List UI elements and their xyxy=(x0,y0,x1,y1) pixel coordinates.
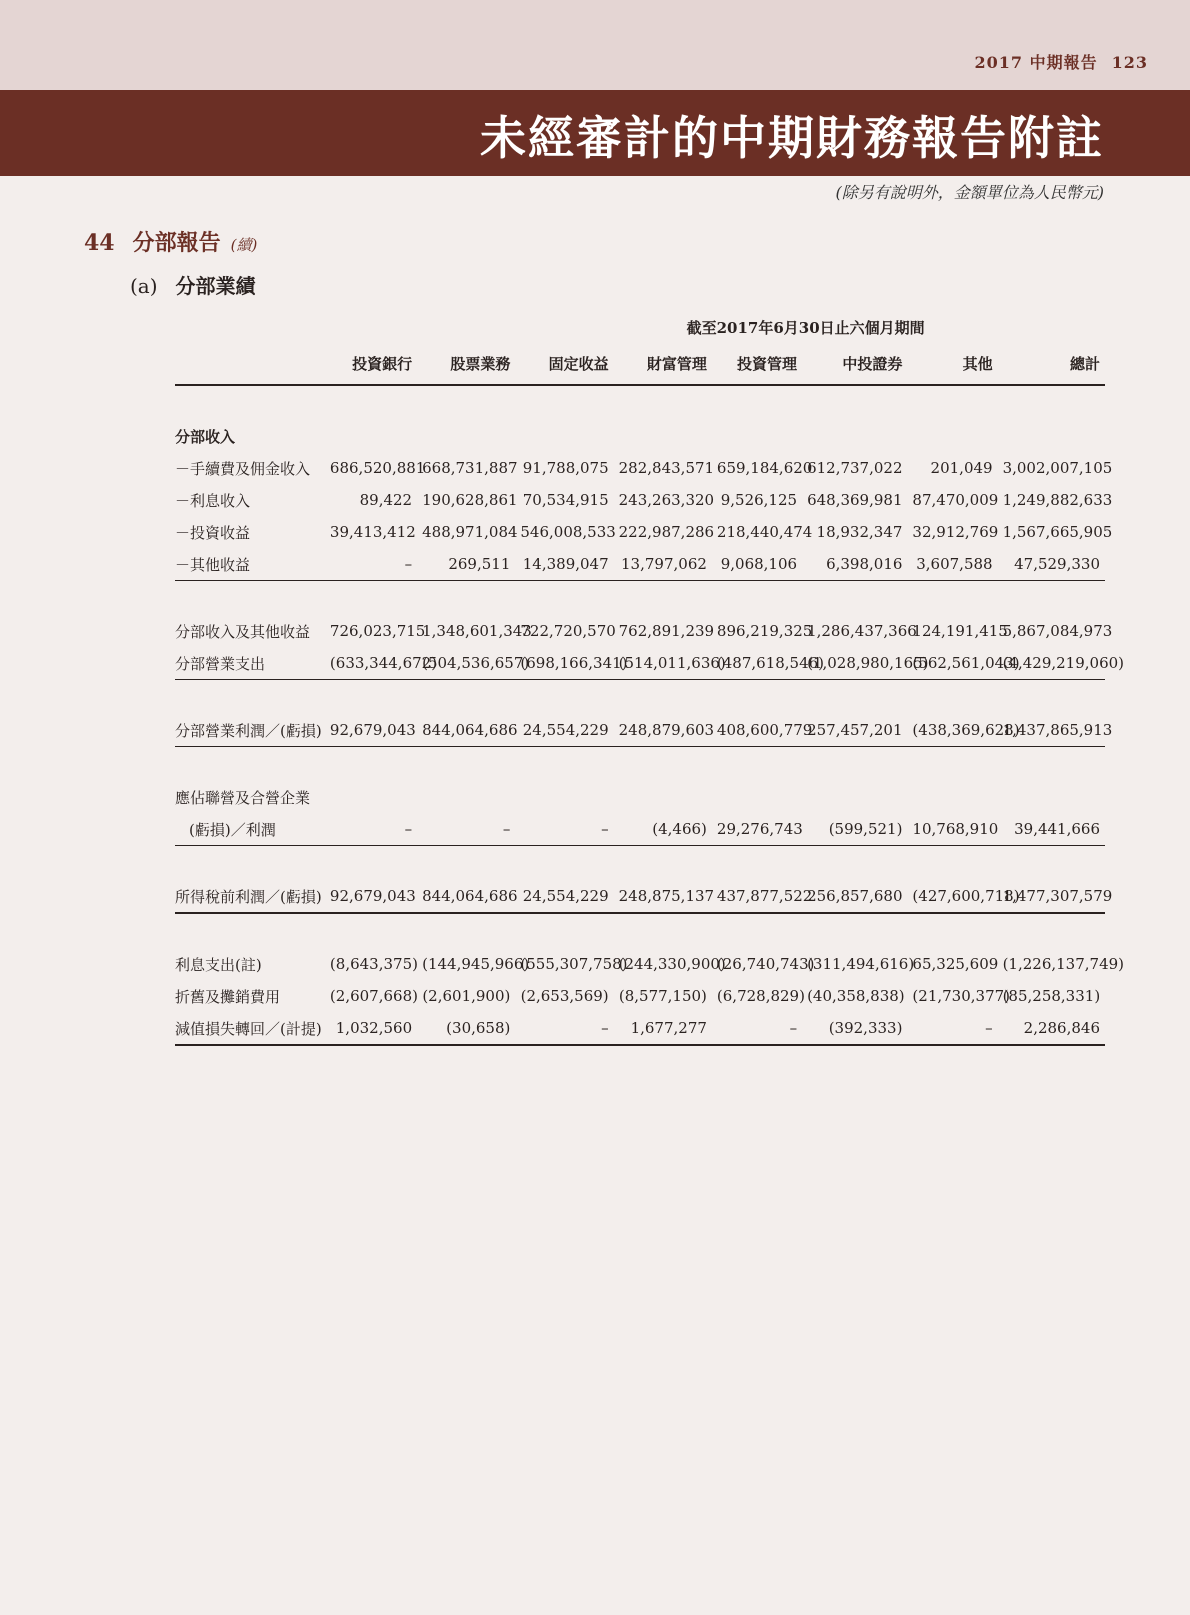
table-cell: 686,520,881 xyxy=(329,459,426,477)
row-label: －其他收益 xyxy=(175,548,325,581)
table-cell: 3,002,007,105 xyxy=(1002,459,1113,477)
table-row xyxy=(175,516,1105,548)
table-cell: (311,494,616) xyxy=(807,955,915,973)
table-cell: 32,912,769 xyxy=(912,523,999,541)
period-heading: 截至2017年6月30日止六個月期間 xyxy=(686,318,925,337)
table-cell: (8,643,375) xyxy=(329,955,418,973)
table-cell: 269,511 xyxy=(417,548,515,581)
table-cell: (698,166,341) xyxy=(515,647,613,680)
row-label: 利息支出(註) xyxy=(175,955,262,974)
spacer-row xyxy=(175,581,1105,616)
table-cell: 408,600,779 xyxy=(712,714,802,747)
table-cell: 248,875,137 xyxy=(614,880,712,913)
table-cell: 47,529,330 xyxy=(998,548,1105,581)
table-cell: – xyxy=(907,1012,997,1045)
table-cell: 1,348,601,343 xyxy=(422,622,532,640)
table-row xyxy=(175,647,1105,680)
table-cell: 722,720,570 xyxy=(520,622,616,640)
table-row xyxy=(175,548,1105,581)
table-cell: (392,333) xyxy=(802,1012,907,1045)
table-cell: 1,477,307,579 xyxy=(998,880,1105,913)
table-cell: 87,470,009 xyxy=(912,491,999,509)
table-cell: (562,561,043) xyxy=(907,647,997,680)
spacer-row xyxy=(175,747,1105,782)
row-label: －投資收益 xyxy=(175,523,251,542)
table-cell: 256,857,680 xyxy=(802,880,907,913)
row-label: 折舊及攤銷費用 xyxy=(175,987,281,1006)
table-row xyxy=(175,452,1105,484)
table-cell: (30,658) xyxy=(417,1012,515,1045)
row-label: －利息收入 xyxy=(175,491,251,510)
row-label: 分部收入及其他收益 xyxy=(175,622,311,641)
spacer-row xyxy=(175,385,1105,420)
table-cell: (487,618,546) xyxy=(712,647,802,680)
table-cell: 257,457,201 xyxy=(802,714,907,747)
table-cell: (4,429,219,060) xyxy=(998,647,1105,680)
table-cell: – xyxy=(325,548,417,581)
table-cell: 1,437,865,913 xyxy=(998,714,1105,747)
table-cell: (1,226,137,749) xyxy=(1002,955,1125,973)
table-cell: 648,369,981 xyxy=(807,491,903,509)
table-cell: 9,526,125 xyxy=(720,491,798,509)
column-header: 中投證券 xyxy=(802,342,907,385)
table-cell: 89,422 xyxy=(359,491,413,509)
spacer-row xyxy=(175,846,1105,881)
table-cell: 70,534,915 xyxy=(522,491,609,509)
table-row xyxy=(175,714,1105,747)
table-row xyxy=(175,615,1105,647)
table-cell: (438,369,628) xyxy=(907,714,997,747)
row-label: 分部營業支出 xyxy=(175,647,325,680)
table-cell: 282,843,571 xyxy=(618,459,715,477)
table-cell: (2,601,900) xyxy=(422,987,511,1005)
group-heading: 分部收入 xyxy=(175,427,236,446)
column-header: 財富管理 xyxy=(614,342,712,385)
table-cell: 3,607,588 xyxy=(907,548,997,581)
subsection-name: 分部業績 xyxy=(175,274,256,298)
table-cell: (633,344,672) xyxy=(325,647,417,680)
spacer-row xyxy=(175,913,1105,948)
table-cell: (427,600,718) xyxy=(907,880,997,913)
page-title: 未經審計的中期財務報告附註 xyxy=(480,111,1104,165)
table-cell: 24,554,229 xyxy=(515,714,613,747)
table-row xyxy=(175,1012,1105,1045)
row-label: 所得稅前利潤／(虧損) xyxy=(175,880,325,913)
table-row xyxy=(175,948,1105,980)
table-cell: 13,797,062 xyxy=(614,548,712,581)
row-label: －手續費及佣金收入 xyxy=(175,459,311,478)
table-cell: 844,064,686 xyxy=(417,714,515,747)
table-cell: (6,728,829) xyxy=(716,987,805,1005)
table-cell: 762,891,239 xyxy=(618,622,715,640)
table-cell: (514,011,636) xyxy=(614,647,712,680)
table-cell: 39,441,666 xyxy=(998,813,1105,846)
table-cell: 488,971,084 xyxy=(422,523,518,541)
table-cell: (85,258,331) xyxy=(1002,987,1101,1005)
group-heading: 應佔聯營及合營企業 xyxy=(175,788,311,807)
table-cell: – xyxy=(325,813,417,846)
table-cell: (144,945,966) xyxy=(422,955,530,973)
table-cell: 726,023,715 xyxy=(329,622,426,640)
table-cell: (40,358,838) xyxy=(807,987,905,1005)
row-label: 減值損失轉回／(計提) xyxy=(175,1012,325,1045)
section-name: 分部報告 xyxy=(132,230,221,256)
table-cell: 65,325,609 xyxy=(912,955,999,973)
report-header xyxy=(960,50,1148,73)
table-cell: 1,567,665,905 xyxy=(1002,523,1113,541)
column-header: 股票業務 xyxy=(417,342,515,385)
table-cell: – xyxy=(712,1012,802,1045)
table-cell: 14,389,047 xyxy=(515,548,613,581)
section-title xyxy=(84,226,257,257)
table-cell: 5,867,084,973 xyxy=(1002,622,1113,640)
spacer-row xyxy=(175,680,1105,715)
table-cell: – xyxy=(417,813,515,846)
group-heading-row xyxy=(175,781,1105,813)
table-row xyxy=(175,484,1105,516)
table-row xyxy=(175,880,1105,913)
table-cell: 659,184,620 xyxy=(716,459,813,477)
table-cell: 9,068,106 xyxy=(712,548,802,581)
table-cell: (2,607,668) xyxy=(329,987,418,1005)
table-cell: 10,768,910 xyxy=(907,813,997,846)
title-bar xyxy=(0,90,1190,176)
table-cell: 6,398,016 xyxy=(802,548,907,581)
table-cell: 92,679,043 xyxy=(325,714,417,747)
table-cell: (21,730,377) xyxy=(912,987,1011,1005)
table-cell: 18,932,347 xyxy=(816,523,903,541)
table-cell: (8,577,150) xyxy=(618,987,707,1005)
table-cell: (1,028,980,165) xyxy=(802,647,907,680)
table-cell: 1,286,437,366 xyxy=(807,622,917,640)
table-cell: 24,554,229 xyxy=(515,880,613,913)
table-cell: (2,653,569) xyxy=(520,987,609,1005)
table-cell: (244,330,900) xyxy=(618,955,726,973)
table-cell: – xyxy=(515,1012,613,1045)
table-cell: 1,249,882,633 xyxy=(1002,491,1113,509)
table-cell: 39,413,412 xyxy=(329,523,416,541)
row-label: (虧損)／利潤 xyxy=(175,813,325,846)
column-header: 投資銀行 xyxy=(325,342,417,385)
column-header: 投資管理 xyxy=(712,342,802,385)
unit-note: (除另有說明外，金額單位為人民幣元) xyxy=(835,183,1104,202)
table-cell: 222,987,286 xyxy=(618,523,715,541)
top-band xyxy=(0,0,1190,90)
table-cell: – xyxy=(515,813,613,846)
table-cell: 437,877,522 xyxy=(712,880,802,913)
table-cell: (599,521) xyxy=(802,813,907,846)
table-row xyxy=(175,980,1105,1012)
group-heading-row xyxy=(175,420,1105,452)
table-cell: 243,263,320 xyxy=(618,491,715,509)
table-cell: 201,049 xyxy=(930,459,993,477)
subsection-title xyxy=(130,270,256,299)
section-continued: (續) xyxy=(230,236,258,254)
table-cell: 896,219,325 xyxy=(716,622,813,640)
table-cell: 1,677,277 xyxy=(614,1012,712,1045)
table-cell: 92,679,043 xyxy=(325,880,417,913)
table-cell: 29,276,743 xyxy=(712,813,802,846)
section-number: 44 xyxy=(84,230,115,256)
column-header: 總計 xyxy=(998,342,1105,385)
table-cell: 190,628,861 xyxy=(422,491,518,509)
label-column-header xyxy=(175,342,325,385)
table-cell: (555,307,758) xyxy=(520,955,628,973)
table-cell: 218,440,474 xyxy=(716,523,813,541)
table-cell: 844,064,686 xyxy=(417,880,515,913)
row-label: 分部營業利潤／(虧損) xyxy=(175,714,325,747)
report-name: 2017 中期報告 xyxy=(974,53,1098,72)
subsection-tag: (a) xyxy=(130,274,158,298)
table-cell: 612,737,022 xyxy=(807,459,903,477)
column-header: 其他 xyxy=(907,342,997,385)
table-cell: 91,788,075 xyxy=(522,459,609,477)
segment-results-table xyxy=(175,312,1125,1046)
table-cell: (504,536,657) xyxy=(417,647,515,680)
table-cell: 124,191,415 xyxy=(912,622,1008,640)
table-row xyxy=(175,813,1105,846)
column-header: 固定收益 xyxy=(515,342,613,385)
page-number: 123 xyxy=(1111,53,1148,72)
table-cell: 546,008,533 xyxy=(520,523,616,541)
table-cell: 1,032,560 xyxy=(325,1012,417,1045)
table-cell: (4,466) xyxy=(614,813,712,846)
table-cell: (26,740,743) xyxy=(716,955,815,973)
table-cell: 668,731,887 xyxy=(422,459,518,477)
table-cell: 2,286,846 xyxy=(998,1012,1105,1045)
table-cell: 248,879,603 xyxy=(614,714,712,747)
